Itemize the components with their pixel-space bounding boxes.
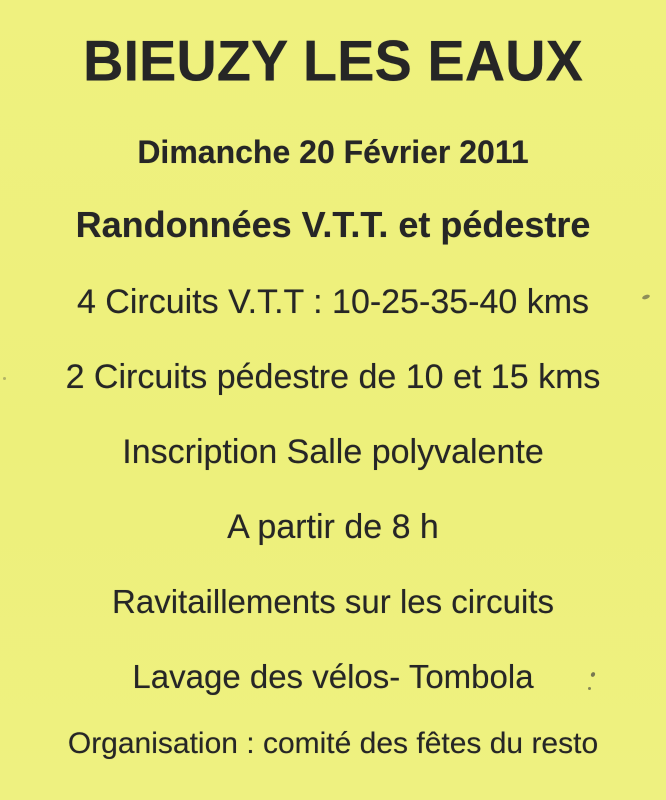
event-date: Dimanche 20 Février 2011 xyxy=(137,134,529,170)
extras-line: Lavage des vélos- Tombola xyxy=(132,658,534,695)
event-title: BIEUZY LES EAUX xyxy=(83,28,583,93)
pedestre-circuits-line: 2 Circuits pédestre de 10 et 15 kms xyxy=(65,358,601,396)
inscription-line: Inscription Salle polyvalente xyxy=(122,433,544,471)
ravitaillement-line: Ravitaillements sur les circuits xyxy=(112,583,554,620)
scan-dot-artifact xyxy=(3,377,6,380)
organisation-line: Organisation : comité des fêtes du resto xyxy=(67,727,599,760)
event-subtitle: Randonnées V.T.T. et pédestre xyxy=(75,204,591,245)
start-time-line: A partir de 8 h xyxy=(227,508,439,546)
scan-smudge-artifact-bottom xyxy=(588,687,591,690)
vtt-circuits-line: 4 Circuits V.T.T : 10-25-35-40 kms xyxy=(76,283,590,321)
